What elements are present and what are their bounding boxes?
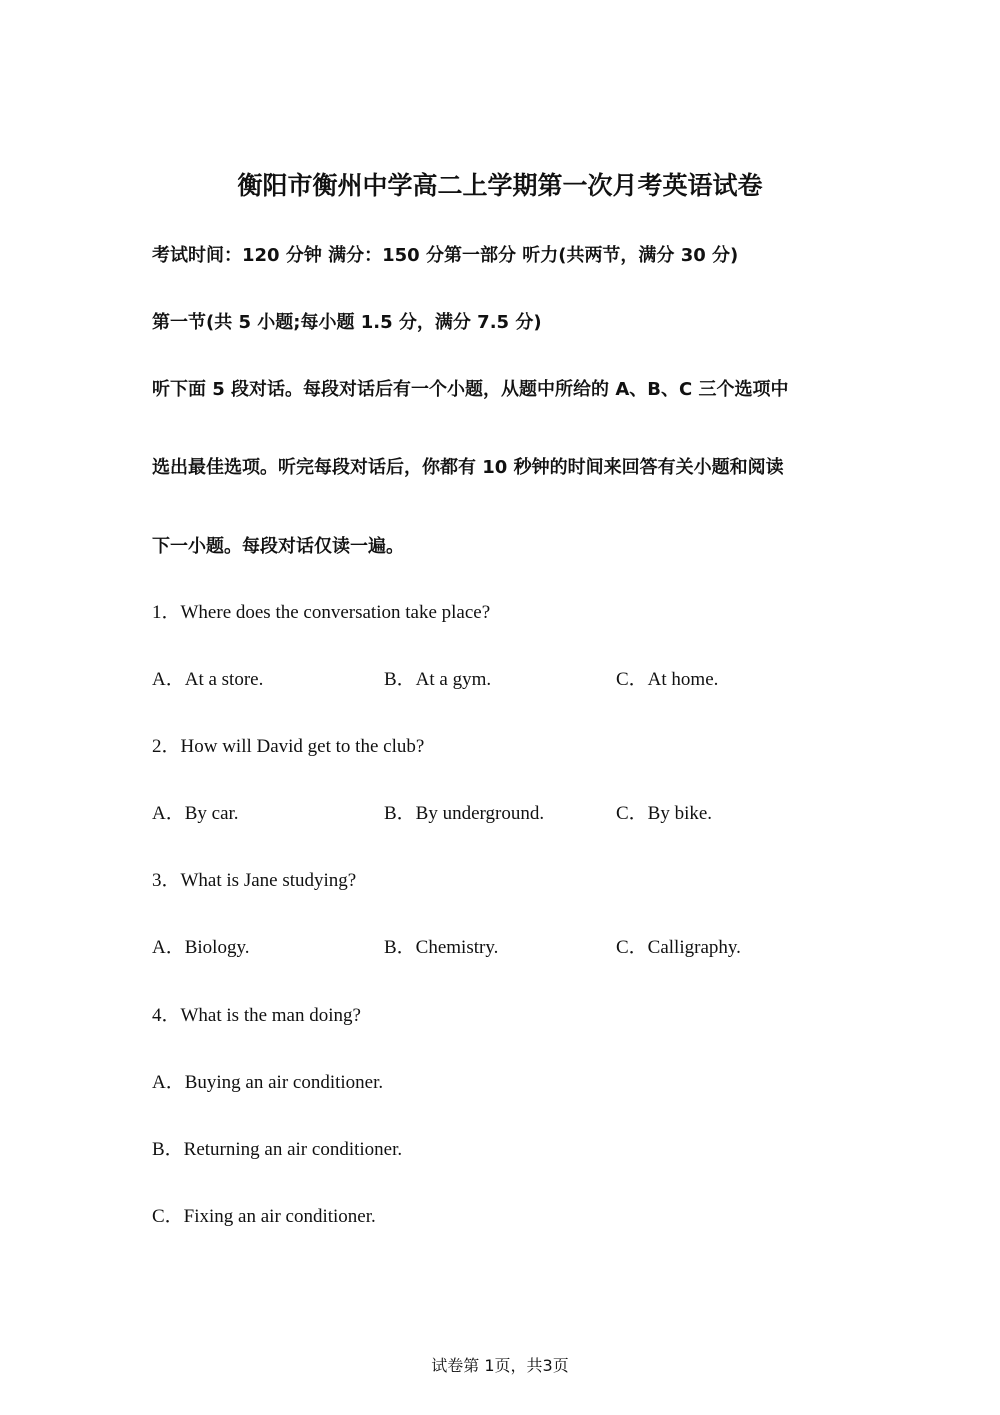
question-3-stem: 3．What is Jane studying? [152,870,357,891]
instruction-line-1: 听下面 5 段对话。每段对话后有一个小题，从题中所给的 A、B、C 三个选项中 [152,379,789,400]
question-3-option-c: C．Calligraphy. [616,937,741,958]
question-2-option-a: A．By car. [152,803,239,824]
question-1-option-a: A．At a store. [152,669,264,690]
exam-info-line: 考试时间：120 分钟 满分：150 分第一部分 听力(共两节，满分 30 分) [152,245,739,266]
question-1-option-c: C．At home. [616,669,719,690]
question-3-option-b: B．Chemistry. [384,937,499,958]
question-4-option-b: B．Returning an air conditioner. [152,1139,403,1160]
question-4-option-c: C．Fixing an air conditioner. [152,1206,376,1227]
exam-title: 衡阳市衡州中学高二上学期第一次月考英语试卷 [237,171,763,200]
instruction-line-2: 选出最佳选项。听完每段对话后，你都有 10 秒钟的时间来回答有关小题和阅读 [152,457,784,478]
section-heading: 第一节(共 5 小题;每小题 1.5 分，满分 7.5 分) [152,312,542,333]
question-4-stem: 4．What is the man doing? [152,1005,361,1026]
question-2-option-b: B．By underground. [384,803,545,824]
question-2-stem: 2．How will David get to the club? [152,736,425,757]
question-2-option-c: C．By bike. [616,803,713,824]
page-footer: 试卷第 1页，共3页 [431,1356,569,1375]
question-4-option-a: A．Buying an air conditioner. [152,1072,384,1093]
question-1-option-b: B．At a gym. [384,669,492,690]
question-1-stem: 1．Where does the conversation take place? [152,602,491,623]
instruction-line-3: 下一小题。每段对话仅读一遍。 [152,536,404,557]
question-3-option-a: A．Biology. [152,937,250,958]
